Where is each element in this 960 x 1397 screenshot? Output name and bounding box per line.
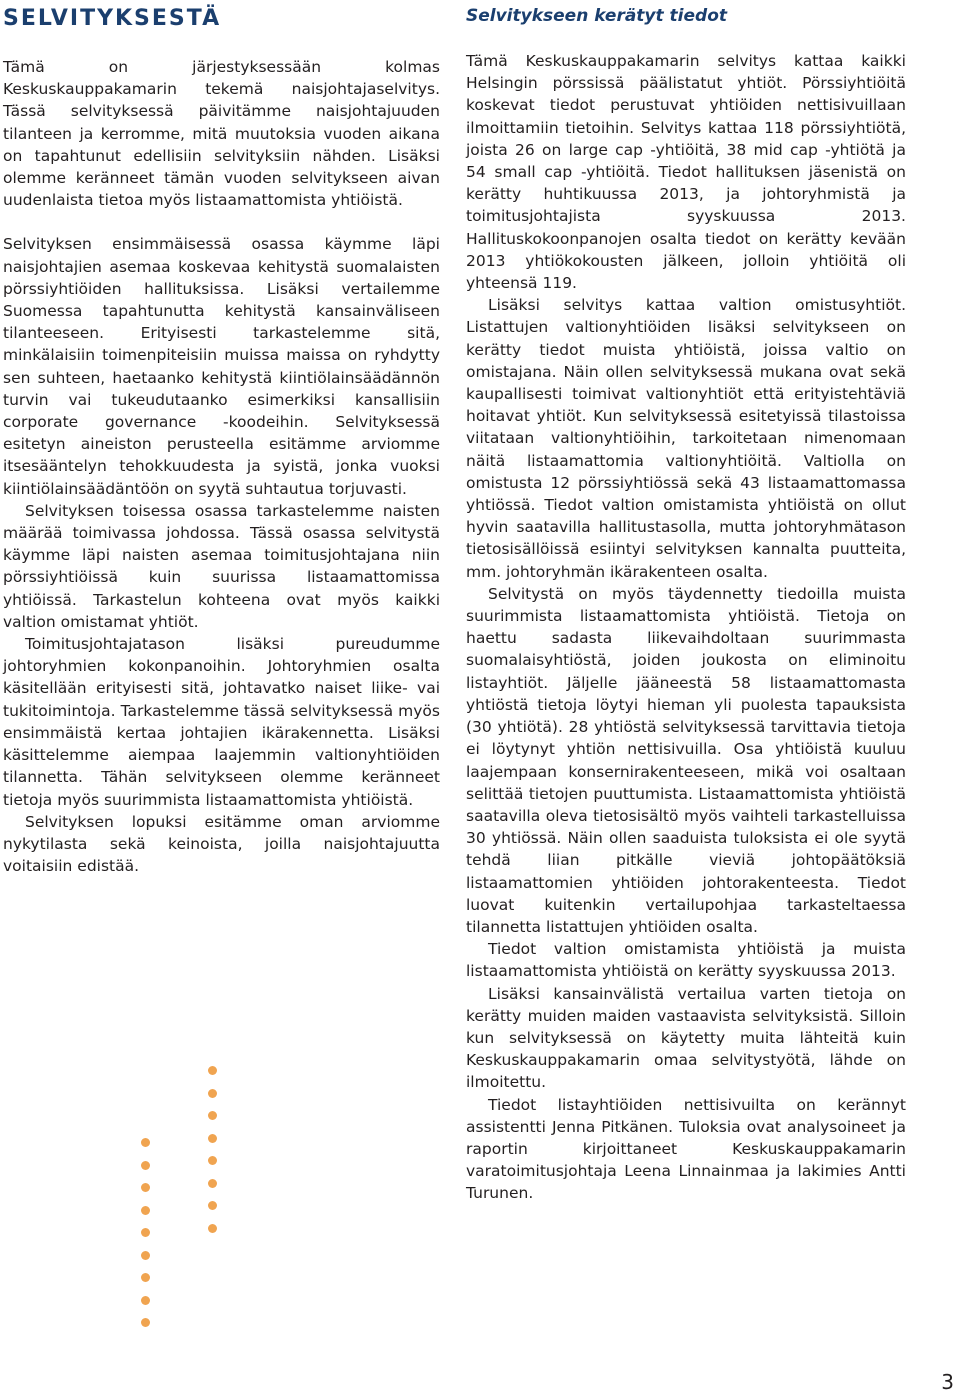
dot-icon [141,1161,150,1170]
dot-icon [208,1201,217,1210]
dot-icon [208,1156,217,1165]
left-paragraph: Tämä on järjestyksessään kolmas Keskuskauppakamarin tekemä naisjohtajaselvitys. Tässä selvityksessä päivitämme naisjohtajuuden tilanteen ja kerromme, mitä muutoksia vuoden aikana on tapahtunut edellisiin selvityksiin nähden. Lisäksi olemme keränneet tämän vuoden selvitykseen aivan uudenlaista tietoa myös listaamattomista yhtiöistä. [3,58,440,210]
right-body [466,50,906,1205]
right-paragraph: Lisäksi kansainvälistä vertailua varten tietoja on kerätty muiden maiden vastaavista selvityksistä. Silloin kun selvityksessä on käytetty muita lähteitä kuin Keskuskauppakamarin omaa selvitystyötä, lähde on ilmoitettu. [466,984,906,1092]
right-paragraph: Lisäksi selvitys kattaa valtion omistusyhtiöt. Listattujen valtionyhtiöiden lisäksi selvitykseen on kerätty tiedot muista yhtiöistä, joissa valtio on omistajana. Näin ollen selvityksessä mukana ovat sekä kaupallisesti toimivat valtionyhtiöt että erityistehtäviä hoitavat yhtiöt. Kun selvityksessä esitetyissä tilastoissa viitataan valtionyhtiöihin, tarkoitetaan nimenomaan näitä listaamattomia valtionyhtiöitä. Valtiolla on omistusta 12 pörssiyhtiössä sekä 43 listaamattomassa yhtiössä. Tiedot valtion omistamista yhtiöistä on ollut hyvin saatavilla hallitustasolla, mutta johtoryhmätason tietosisällöissä esiintyi selvityksen kannalta puutteita, mm. johtoryhmän ikärakenteen osalta. [466,296,906,581]
dot-icon [141,1183,150,1192]
section-title: SELVITYKSESTÄ [3,6,222,31]
dot-icon [208,1111,217,1120]
page-number: 3 [941,1370,954,1394]
dot-icon [208,1066,217,1075]
dot-icon [141,1296,150,1305]
left-paragraph: Selvityksen toisessa osassa tarkastelemme naisten määrää toimivassa johdossa. Tässä osassa selvitystä käymme läpi naisten asemaa toimitusjohtajana niin pörssiyhtiöissä kuin suurissa listaamattomissa yhtiöissä. Tarkastelun kohteena ovat myös kaikki valtion omistamat yhtiöt. [3,501,440,631]
left-paragraph: Selvityksen ensimmäisessä osassa käymme läpi naisjohtajien asemaa koskevaa kehitystä suomalaisten pörssiyhtiöiden hallituksissa. Lisäksi vertailemme Suomessa tapahtunutta kehitystä kansainväliseen tilanteeseen. Erityisesti tarkastelemme sitä, minkälaisiin toimenpiteisiin muissa maissa on ryhdytty sen suhteen, haetaanko kehitystä kiintiölainsäädännön turvin vai tukeudutaanko esimerkiksi kansallisiin corporate governance -koodeihin. Selvityksessä esitetyn aineiston perusteella esitämme arviomme itsesääntelyn tehokkuudesta ja syistä, jonka vuoksi kiintiölainsäädäntöön on syytä suhtautua torjuvasti. [3,235,440,498]
dot-icon [141,1251,150,1260]
right-paragraph: Tiedot valtion omistamista yhtiöistä ja muista listaamattomista yhtiöistä on kerätty syyskuussa 2013. [466,940,906,981]
dot-icon [208,1179,217,1188]
right-paragraph: Tämä Keskuskauppakamarin selvitys kattaa kaikki Helsingin pörssissä päälistatut yhtiöt. Pörssiyhtiöitä koskevat tiedot perustuvat yhtiöiden nettisivuillaan ilmoittamiin tietoihin. Selvitys kattaa 118 pörssiyhtiötä, joista 26 on large cap -yhtiöitä, 38 mid cap -yhtiötä ja 54 small cap -yhtiöitä. Tiedot hallituksen jäsenistä on kerätty huhtikuussa 2013, ja johtoryhmistä ja toimitusjohtajista syyskuussa 2013. Hallituskokoonpanojen osalta tiedot on kerätty kevään 2013 yhtiökokousten jälkeen, jolloin yhtiöitä oli yhteensä 119. [466,52,906,293]
side-title: Selvitykseen kerätyt tiedot [466,6,728,26]
left-paragraph: Toimitusjohtajatason lisäksi pureudumme johtoryhmien kokonpanoihin. Johtoryhmien osalta käsitellään erityisesti sitä, johtavatko naiset liike- vai tukitoimintoja. Tarkastelemme tässä selvityksessä myös ensimmäistä kertaa johtajien ikärakennetta. Lisäksi käsittelemme aiempaa laajemmin valtionyhtiöiden tilannetta. Tähän selvitykseen olemme keränneet tietoja myös suurimmista listaamattomista yhtiöistä. [3,635,440,809]
left-paragraph: Selvityksen lopuksi esitämme oman arviomme nykytilasta sekä keinoista, joilla naisjohtajuutta voitaisiin edistää. [3,812,440,876]
dot-icon [208,1224,217,1233]
right-paragraph: Tiedot listayhtiöiden nettisivuilta on kerännyt assistentti Jenna Pitkänen. Tuloksia ovat analysoineet ja raportin kirjoittaneet Keskuskauppakamarin varatoimitusjohtaja Leena Linnainmaa ja lakimies Antti Turunen. [466,1095,906,1203]
dot-icon [141,1138,150,1147]
dot-icon [208,1089,217,1098]
dot-icon [141,1318,150,1327]
dot-icon [141,1273,150,1282]
right-paragraph: Selvitystä on myös täydennetty tiedoilla muista suurimmista listaamattomista yhtiöistä. Tietoja on haettu sadasta liikevaihdoltaan suurimmasta suomalaisyhtiöstä, joiden joukosta on eliminoitu listayhtiöt. Jäljelle jääneestä 58 listaamattomasta yhtiöstä tietoja löytyi hieman yli puolesta tapauksista (30 yhtiötä). 28 yhtiöstä selvityksessä tarvittavia tietoja ei löytynyt yhtiön nettisivuilla. Osa yhtiöistä kuuluu laajempaan konsernirakenteeseen, mikä voi osaltaan selittää tietojen puuttumista. Listaamattomista yhtiöistä saatavilla oleva tietosisältö myös vaihteli tarkastelluissa 30 yhtiössä. Näin ollen saaduista tuloksista ei ole syytä tehdä liian pitkälle vieviä johtopäätöksiä listaamattomien yhtiöiden johtorakenteesta. Tiedot luovat kuitenkin vertailupohjaa tarkasteltaessa tilannetta listattujen yhtiöiden osalta. [466,584,906,936]
dot-icon [141,1228,150,1237]
dot-icon [141,1206,150,1215]
dot-icon [208,1134,217,1143]
left-body [3,56,440,877]
